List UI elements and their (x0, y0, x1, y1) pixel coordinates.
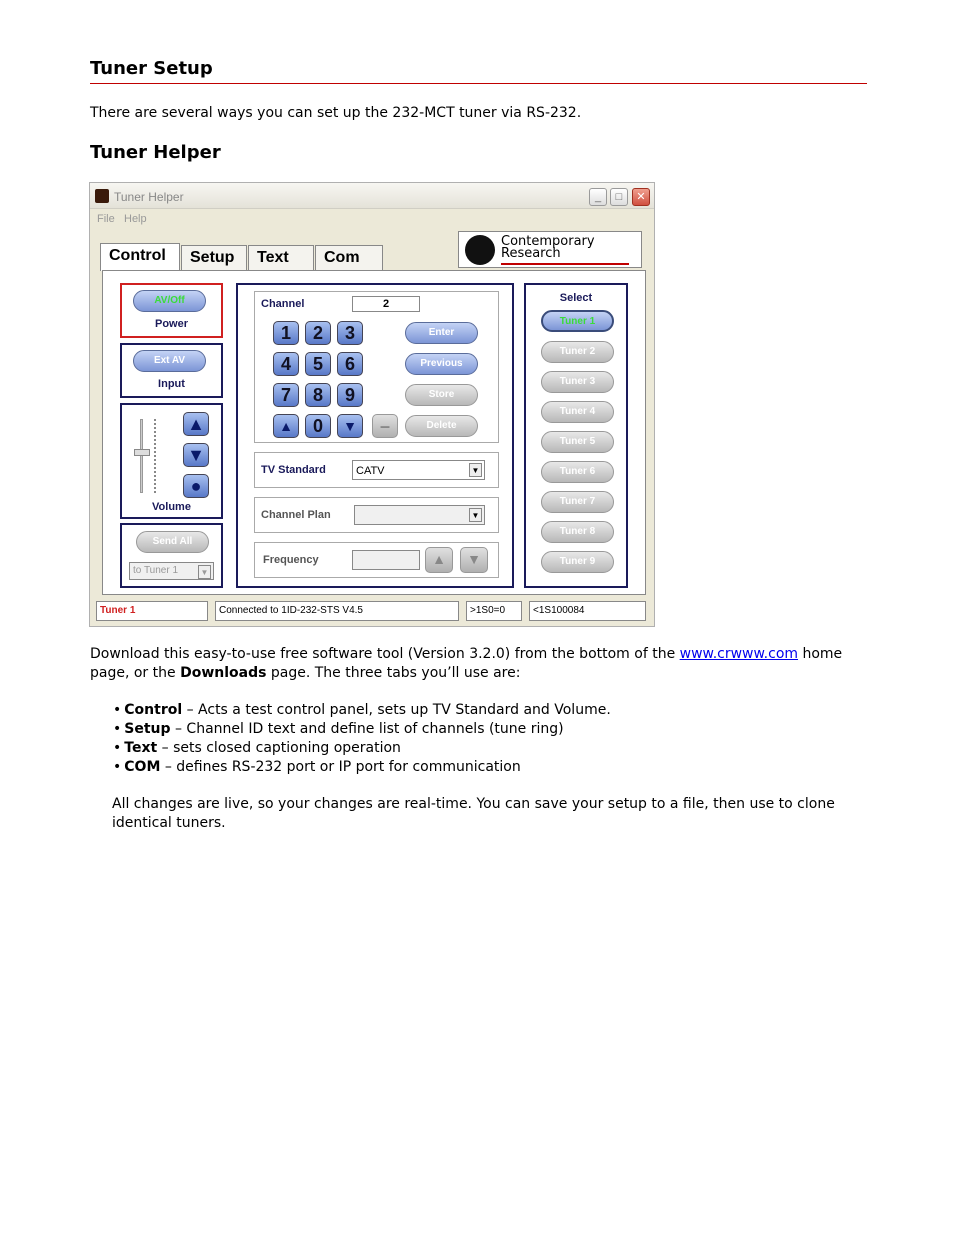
volume-slider-track[interactable] (140, 419, 143, 493)
download-text-post: page. The three tabs you’ll use are: (266, 665, 521, 681)
download-text-pre: Download this easy-to-use free software tool (Version 3.2.0) from the bottom of the (90, 646, 680, 662)
list-item-desc: – sets closed captioning operation (157, 740, 401, 756)
list-item-term: Control (124, 702, 183, 718)
list-item (113, 720, 611, 739)
input-label: Input (158, 378, 185, 390)
key-2[interactable]: 2 (305, 321, 331, 345)
send-all-group (120, 523, 223, 588)
channel-field[interactable]: 2 (352, 296, 420, 312)
tuner-2-button[interactable]: Tuner 2 (541, 341, 614, 363)
tuner-6-button[interactable]: Tuner 6 (541, 461, 614, 483)
tuner-1-button[interactable]: Tuner 1 (541, 310, 614, 332)
tuner-7-button[interactable]: Tuner 7 (541, 491, 614, 513)
channel-label: Channel (261, 298, 305, 310)
chevron-down-icon: ▼ (198, 565, 211, 579)
company-logo (458, 231, 642, 268)
list-item (113, 758, 611, 777)
list-item-term: Text (124, 740, 158, 756)
send-target-select[interactable] (129, 562, 214, 580)
frequency-field[interactable] (352, 550, 420, 570)
previous-button[interactable]: Previous (405, 353, 478, 375)
chevron-down-icon: ▼ (469, 463, 482, 477)
list-item-term: COM (124, 759, 161, 775)
logo-line2: Research (501, 246, 561, 261)
tab-text[interactable]: Text (248, 245, 314, 270)
frequency-down-button[interactable]: ▼ (460, 547, 488, 573)
list-item (113, 701, 611, 720)
tuner-9-button[interactable]: Tuner 9 (541, 551, 614, 573)
window-title: Tuner Helper (114, 190, 184, 204)
intro-paragraph: There are several ways you can set up the 232-MCT tuner via RS-232. (90, 105, 582, 121)
input-group (120, 343, 223, 398)
tuner-8-button[interactable]: Tuner 8 (541, 521, 614, 543)
chevron-down-icon: ▼ (469, 508, 482, 522)
title-bar (90, 183, 654, 209)
section-heading: Tuner Helper (90, 142, 221, 163)
tuner-4-button[interactable]: Tuner 4 (541, 401, 614, 423)
status-connection: Connected to 1ID-232-STS V4.5 (215, 601, 459, 621)
volume-label: Volume (152, 501, 191, 513)
tv-standard-select[interactable] (352, 460, 485, 480)
select-label: Select (559, 292, 593, 304)
page-title: Tuner Setup (90, 58, 867, 84)
menu-help[interactable]: Help (124, 213, 147, 225)
volume-mute-button[interactable]: ● (183, 474, 209, 498)
maximize-button[interactable]: □ (610, 188, 628, 206)
key-5[interactable]: 5 (305, 352, 331, 376)
closing-paragraph: All changes are live, so your changes are real-time. You can save your setup to a file, then use to clone identical tuners. (112, 796, 835, 831)
dash-button[interactable]: – (372, 414, 398, 438)
control-tab-panel (102, 270, 646, 595)
keypad-box (254, 291, 499, 443)
volume-down-button[interactable]: ▼ (183, 443, 209, 467)
enter-button[interactable]: Enter (405, 322, 478, 344)
key-8[interactable]: 8 (305, 383, 331, 407)
volume-slider-handle[interactable] (134, 449, 150, 456)
tv-standard-value: CATV (356, 465, 385, 477)
list-item-desc: – defines RS-232 port or IP port for communication (160, 759, 521, 775)
frequency-label: Frequency (263, 554, 319, 566)
list-item-desc: – Acts a test control panel, sets up TV Standard and Volume. (182, 702, 611, 718)
tab-setup[interactable]: Setup (181, 245, 247, 270)
status-response: <1S100084 (529, 601, 646, 621)
tuner-helper-window (89, 182, 655, 627)
tuner-3-button[interactable]: Tuner 3 (541, 371, 614, 393)
logo-underline (501, 263, 629, 265)
menu-file[interactable]: File (97, 213, 115, 225)
crwww-link[interactable]: www.crwww.com (679, 646, 799, 662)
channel-plan-box (254, 497, 499, 533)
downloads-bold: Downloads (180, 665, 267, 681)
tab-control[interactable]: Control (100, 243, 180, 271)
close-button[interactable]: ✕ (632, 188, 650, 206)
logo-mark-icon (465, 235, 495, 265)
channel-down-button[interactable]: ▼ (337, 414, 363, 438)
app-icon (95, 189, 109, 203)
tv-standard-box (254, 452, 499, 488)
channel-up-button[interactable]: ▲ (273, 414, 299, 438)
send-all-button[interactable]: Send All (136, 531, 209, 553)
send-target-value: to Tuner 1 (133, 565, 179, 576)
status-tuner: Tuner 1 (96, 601, 208, 621)
minimize-button[interactable]: _ (589, 188, 607, 206)
channel-group (236, 283, 514, 588)
tab-list (113, 701, 611, 777)
list-item-term: Setup (124, 721, 171, 737)
channel-plan-select[interactable] (354, 505, 485, 525)
ext-av-button[interactable]: Ext AV (133, 350, 206, 372)
list-item (113, 739, 611, 758)
volume-ticks (154, 419, 156, 493)
frequency-up-button[interactable]: ▲ (425, 547, 453, 573)
power-button[interactable]: AV/Off (133, 290, 206, 312)
frequency-box (254, 542, 499, 578)
power-group (120, 283, 223, 338)
logo-line1: Contemporary (501, 234, 595, 249)
tv-standard-label: TV Standard (261, 464, 326, 476)
store-button[interactable]: Store (405, 384, 478, 406)
volume-group (120, 403, 223, 519)
power-label: Power (154, 318, 188, 330)
download-text-mid: home page, or the (90, 646, 843, 681)
select-group (524, 283, 628, 588)
tab-com[interactable]: Com (315, 245, 383, 270)
key-1[interactable]: 1 (273, 321, 299, 345)
key-9[interactable]: 9 (337, 383, 363, 407)
key-6[interactable]: 6 (337, 352, 363, 376)
key-4[interactable]: 4 (273, 352, 299, 376)
key-7[interactable]: 7 (273, 383, 299, 407)
status-command: >1S0=0 (466, 601, 522, 621)
volume-up-button[interactable]: ▲ (183, 412, 209, 436)
download-paragraph (90, 645, 850, 683)
list-item-desc: – Channel ID text and define list of channels (tune ring) (170, 721, 564, 737)
delete-button[interactable]: Delete (405, 415, 478, 437)
key-0[interactable]: 0 (305, 414, 331, 438)
key-3[interactable]: 3 (337, 321, 363, 345)
tuner-5-button[interactable]: Tuner 5 (541, 431, 614, 453)
channel-plan-label: Channel Plan (261, 509, 331, 521)
